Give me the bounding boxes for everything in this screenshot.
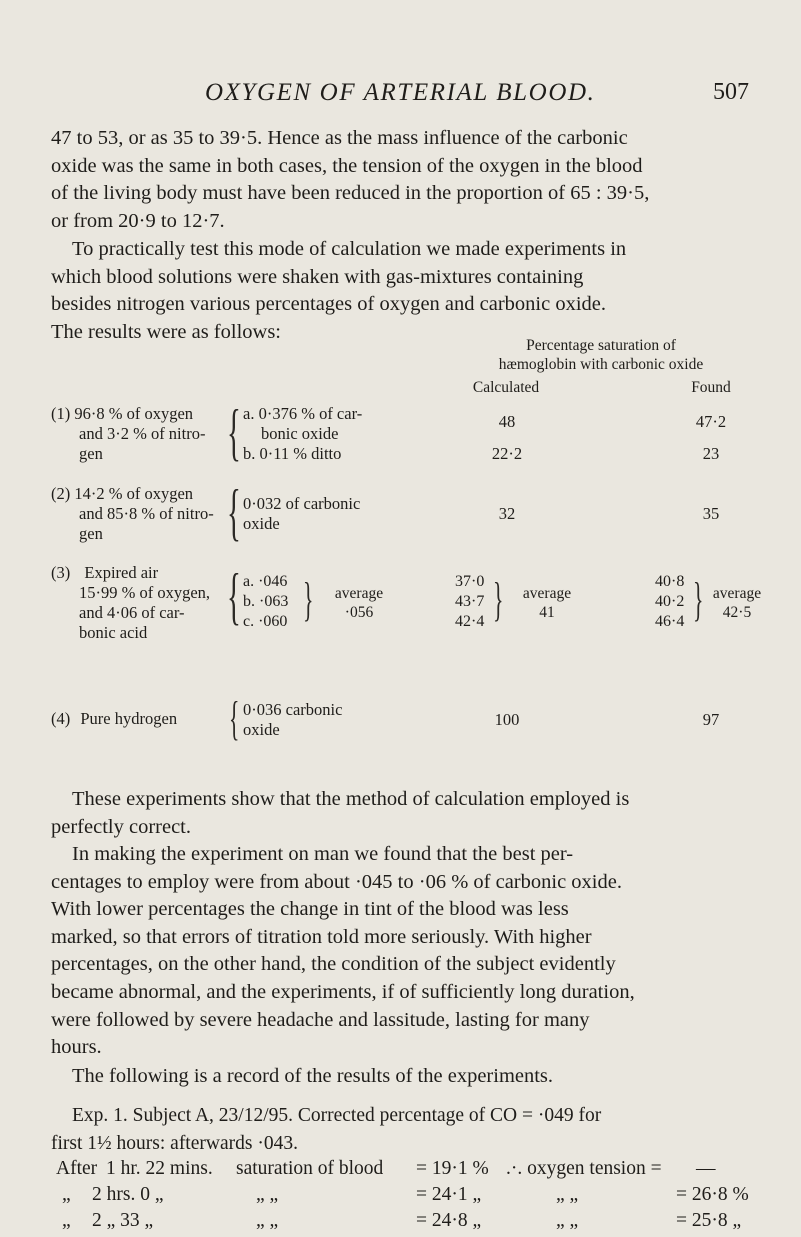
row-2-found: 35: [702, 504, 720, 523]
row-2-condition: [51, 484, 226, 544]
text-line: first 1½ hours: afterwards ·043.: [51, 1132, 298, 1154]
row-3-calculated-values: [455, 572, 497, 632]
agent-value: b. ·063: [243, 593, 289, 610]
paragraph-2: [51, 236, 753, 346]
paragraph-6: [51, 1102, 753, 1157]
results-table: [51, 336, 771, 784]
condition-line: bonic acid: [79, 623, 148, 642]
calc-row: „ 2 „ 33 „ „ „ = 24·8 „ „ „ = 25·8 „: [62, 1210, 742, 1231]
running-title: OXYGEN OF ARTERIAL BLOOD.: [205, 79, 596, 106]
condition-line: and 4·06 of car-: [79, 603, 185, 622]
close-brace-icon: }: [303, 573, 314, 626]
calculated-value: 42·4: [455, 613, 485, 630]
column-header-calculated: Calculated: [472, 379, 540, 396]
condition-line: gen: [79, 524, 103, 543]
row-3-agent-values: [243, 572, 303, 632]
agent-line: oxide: [243, 720, 280, 739]
text-line: centages to employ were from about ·045 to ·06 % of carbonic oxide.: [51, 870, 622, 893]
text-line: 47 to 53, or as 35 to 39·5. Hence as the mass influence of the carbonic: [51, 127, 628, 149]
text-line: became abnormal, and the experiments, if of sufficiently long duration,: [51, 980, 635, 1003]
text-line: These experiments show that the method of calculation employed is: [72, 788, 630, 810]
found-value: 46·4: [655, 613, 685, 630]
row-number: (1) 96·8 % of oxygen: [51, 404, 194, 423]
text-line: were followed by severe headache and lassitude, lasting for many: [51, 1008, 590, 1031]
row-number: (4) Pure hydrogen: [51, 709, 178, 728]
text-line: The results were as follows:: [51, 320, 281, 343]
condition-line: 15·99 % of oxygen,: [79, 583, 211, 602]
row-2-agent: [243, 494, 433, 534]
row-1-condition: [51, 404, 226, 464]
condition-line: and 85·8 % of nitro-: [79, 504, 214, 523]
row-1-agent: [243, 404, 433, 464]
text-line: perfectly correct.: [51, 815, 191, 838]
condition-line: gen: [79, 444, 103, 463]
text-line: or from 20·9 to 12·7.: [51, 209, 225, 232]
text-line: The following is a record of the results of the experiments.: [72, 1065, 554, 1087]
brace-icon: {: [229, 692, 240, 745]
agent-line: 0·032 of carbonic: [243, 494, 361, 513]
text-line: besides nitrogen various percentages of oxygen and carbonic oxide.: [51, 293, 607, 316]
brace-icon: {: [227, 396, 241, 467]
row-number: (3) Expired air: [51, 563, 159, 582]
row-3-condition: [51, 563, 226, 643]
brace-icon: {: [227, 476, 241, 547]
row-1b-found: 23: [702, 444, 720, 463]
text-line: marked, so that errors of titration told more seriously. With higher: [51, 925, 592, 948]
agent-line: oxide: [243, 514, 280, 533]
calculation-block: [56, 1158, 756, 1237]
text-line: of the living body must have been reduced in the proportion of 65 : 39·5,: [51, 182, 650, 205]
text-line: hours.: [51, 1036, 102, 1059]
calc-row: „ 2 hrs. 0 „ „ „ = 24·1 „ „ „ = 26·8 %: [62, 1184, 749, 1205]
calc-row: After 1 hr. 22 mins. saturation of blood = 19·1 % .·. oxygen tension = —: [56, 1158, 716, 1179]
brace-icon: {: [227, 560, 241, 631]
close-brace-icon: }: [693, 573, 704, 626]
text-line: To practically test this mode of calculation we made experiments in: [72, 238, 627, 260]
text-line: percentages, on the other hand, the condition of the subject evidently: [51, 953, 616, 976]
paragraph-4: [51, 841, 753, 1062]
agent-line: b. 0·11 % ditto: [243, 444, 342, 463]
agent-line: 0·036 carbonic: [243, 700, 343, 719]
agent-line: bonic oxide: [261, 424, 339, 443]
row-3-found-values: [655, 572, 697, 632]
table-caption-line-2: hæmoglobin with carbonic oxide: [498, 356, 704, 373]
table-caption-line-1: Percentage saturation of: [526, 337, 676, 354]
running-head: [0, 79, 801, 107]
row-3-found-average: average 42·5: [712, 585, 762, 621]
text-line: With lower percentages the change in tint of the blood was less: [51, 898, 569, 921]
condition-line: and 3·2 % of nitro-: [79, 424, 206, 443]
agent-value: c. ·060: [243, 613, 288, 630]
close-brace-icon: }: [493, 573, 504, 626]
text-line: which blood solutions were shaken with gas-mixtures containing: [51, 265, 584, 288]
page-number: 507: [713, 79, 749, 105]
row-1a-found: 47·2: [695, 412, 727, 431]
found-value: 40·2: [655, 593, 685, 610]
row-2-calculated: 32: [498, 504, 516, 523]
found-value: 40·8: [655, 573, 685, 590]
calculated-value: 43·7: [455, 593, 485, 610]
text-line: Exp. 1. Subject A, 23/12/95. Corrected percentage of CO = ·049 for: [72, 1105, 602, 1126]
row-1b-calculated: 22·2: [491, 444, 523, 463]
row-3-calculated-average: average 41: [522, 585, 572, 621]
row-1a-calculated: 48: [498, 412, 516, 431]
row-4-found: 97: [702, 710, 720, 729]
row-4-calculated: 100: [494, 710, 520, 729]
calculated-value: 37·0: [455, 573, 485, 590]
row-3-agent-average: average ·056: [334, 585, 384, 621]
text-line: In making the experiment on man we found that the best per-: [72, 843, 574, 865]
paragraph-5: [51, 1063, 753, 1091]
agent-line: a. 0·376 % of car-: [243, 404, 363, 423]
row-4-condition: [51, 709, 226, 729]
agent-value: a. ·046: [243, 573, 288, 590]
column-header-found: Found: [691, 379, 731, 396]
row-4-agent: [243, 700, 433, 740]
paragraph-1: [51, 125, 753, 235]
row-number: (2) 14·2 % of oxygen: [51, 484, 194, 503]
paragraph-3: [51, 786, 753, 841]
text-line: oxide was the same in both cases, the tension of the oxygen in the blood: [51, 154, 643, 177]
